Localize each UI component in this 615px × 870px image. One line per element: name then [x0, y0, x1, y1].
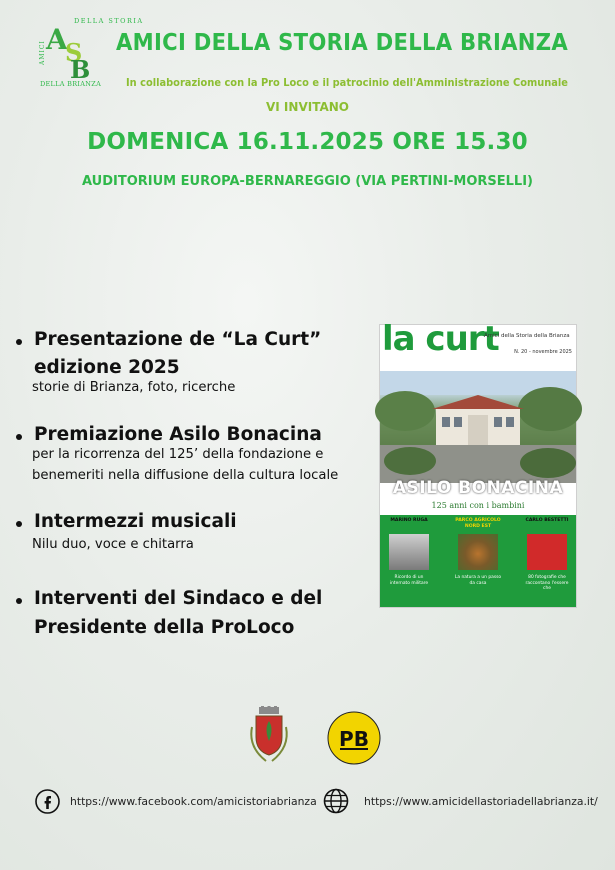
bullet-icon	[16, 521, 22, 527]
program-item-title: Intermezzi musicali	[34, 511, 237, 532]
website-link[interactable]: https://www.amicidellastoriadellabrianza.it/	[364, 795, 598, 808]
magazine-tagline: 125 anni con i bambini	[431, 501, 525, 510]
proloco-logo	[327, 711, 381, 765]
logo-letter-s: S	[65, 38, 83, 67]
program-item-desc: per la ricorrenza del 125’ della fondazione e	[32, 447, 324, 462]
facebook-link[interactable]: https://www.facebook.com/amicistoriabrianza	[70, 795, 317, 808]
bullet-icon	[16, 434, 22, 440]
program-item-title: Premiazione Asilo Bonacina	[34, 424, 322, 445]
org-title: AMICI DELLA STORIA DELLA BRIANZA	[116, 30, 569, 56]
program-item-title: Presidente della ProLoco	[34, 617, 295, 638]
magazine-issue: N. 20 - novembre 2025	[514, 349, 572, 355]
magazine-column-label: MARINO RUGA	[390, 518, 428, 523]
logo-letter-b: B	[70, 55, 91, 84]
facebook-icon[interactable]	[35, 789, 60, 814]
magazine-title: la curt	[382, 319, 499, 359]
magazine-thumb-photo	[458, 534, 498, 570]
logo-letter-a: A	[46, 23, 68, 56]
program-item-title: Presentazione de “La Curt”	[34, 329, 322, 350]
magazine-column-label: PARCO AGRICOLO NORD EST	[455, 518, 501, 529]
magazine-column-text: 80 fotografie che raccontano l'essere che	[525, 575, 569, 591]
magazine-column-label: CARLO BESTETTI	[525, 518, 569, 523]
magazine-thumb-photo	[527, 534, 567, 570]
collaboration-text: In collaborazione con la Pro Loco e il patrocinio dell'Amministrazione Comunale	[126, 77, 568, 89]
proloco-logo-text: PB	[339, 727, 369, 751]
bullet-icon	[16, 339, 22, 345]
program-item-title: Interventi del Sindaco e del	[34, 588, 323, 609]
event-venue: AUDITORIUM EUROPA-BERNAREGGIO (VIA PERTINI-MORSELLI)	[82, 174, 533, 189]
event-datetime: DOMENICA 16.11.2025 ORE 15.30	[87, 129, 528, 155]
program-item-title: edizione 2025	[34, 357, 180, 378]
magazine-subtitle: Amici della Storia della Brianza	[484, 333, 570, 339]
bullet-icon	[16, 598, 22, 604]
program-item-desc: Nilu duo, voce e chitarra	[32, 537, 194, 552]
logo-bottom-text: DELLA BRIANZA	[40, 80, 102, 88]
magazine-thumb-photo	[389, 534, 429, 570]
logo-side-text: AMICI	[39, 40, 46, 65]
magazine-column-text: La natura a un passo da casa	[454, 575, 502, 586]
magazine-cover-photo	[380, 371, 576, 483]
invite-text: VI INVITANO	[266, 100, 349, 114]
program-item-desc: benemeriti nella diffusione della cultura locale	[32, 468, 339, 483]
magazine-cover	[379, 319, 577, 608]
logo-top-text: DELLA STORIA	[74, 17, 144, 25]
program-item-desc: storie di Brianza, foto, ricerche	[32, 380, 236, 395]
magazine-headline: ASILO BONACINA	[392, 478, 564, 498]
asb-logo	[38, 15, 144, 88]
municipality-emblem	[246, 707, 292, 765]
globe-icon[interactable]	[323, 788, 349, 814]
magazine-bottom-panel	[380, 515, 576, 607]
magazine-column-text: Ricordo di un internato militare	[389, 575, 429, 586]
